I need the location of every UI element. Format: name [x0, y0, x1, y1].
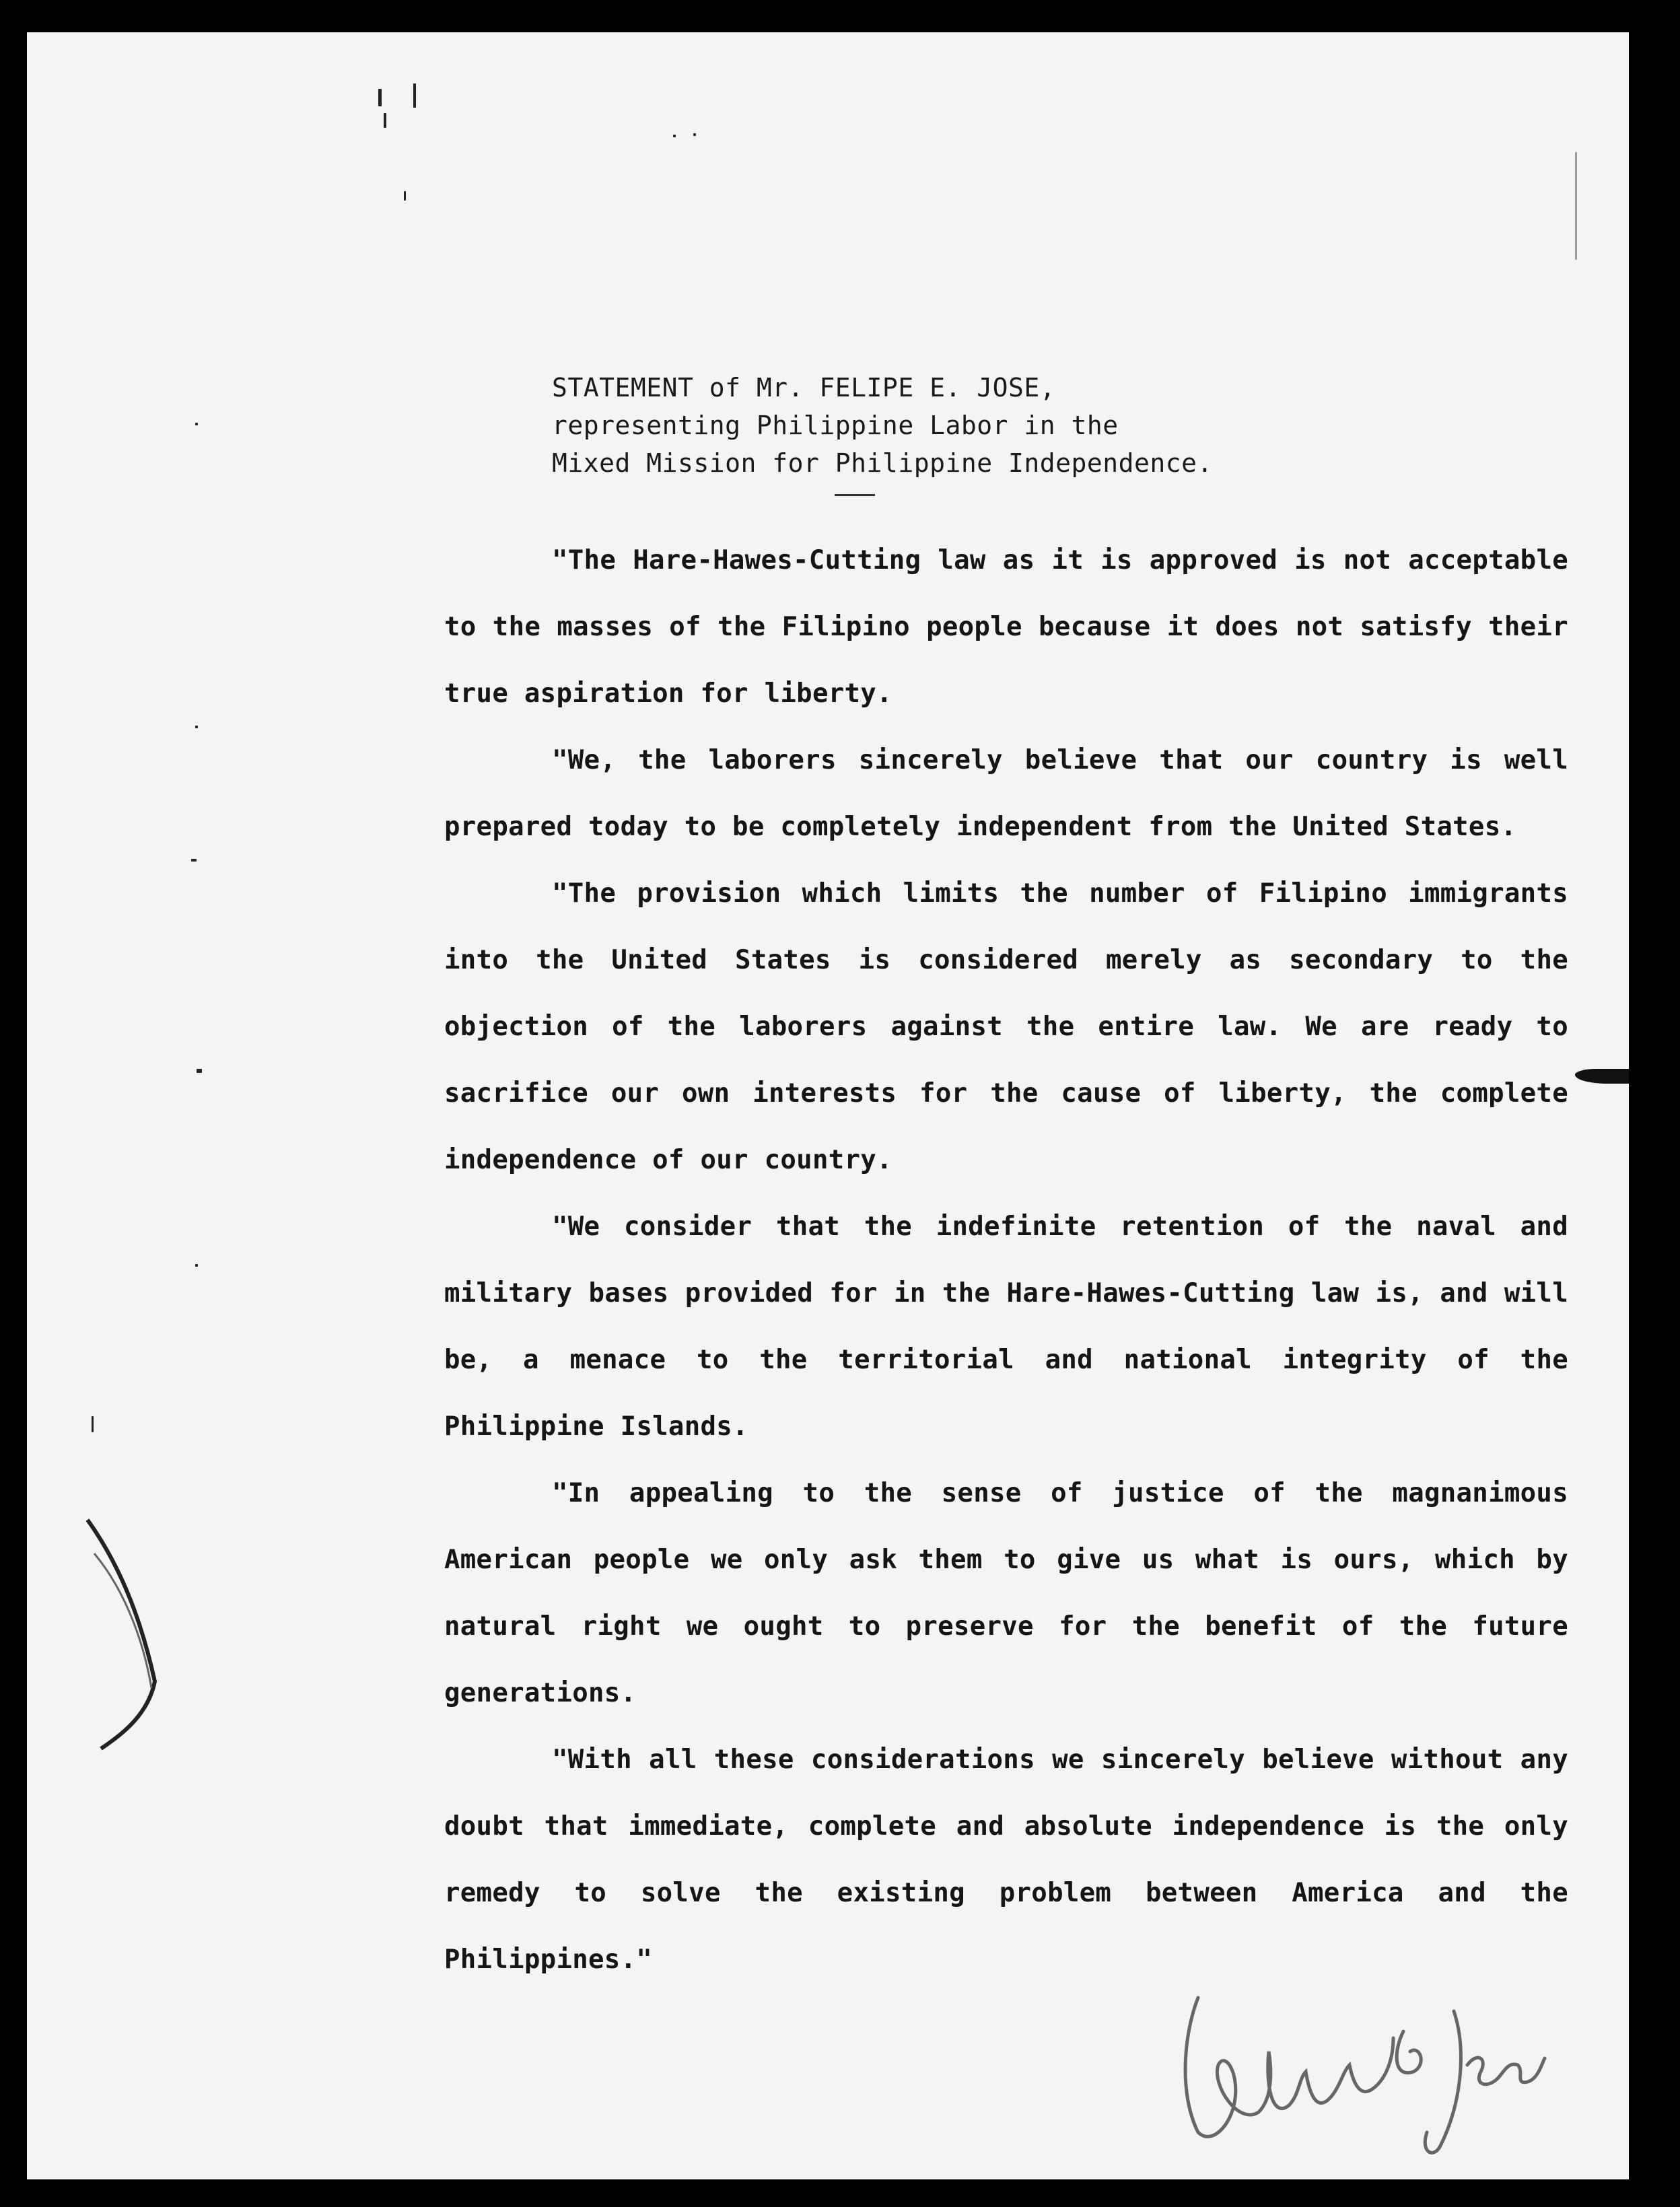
- scan-speck: [378, 89, 382, 106]
- scan-speck: [413, 83, 416, 108]
- scan-speck: [191, 859, 197, 862]
- paper-crease: [81, 1513, 175, 1755]
- scan-speck: [195, 1264, 198, 1267]
- heading-rule: [835, 494, 875, 496]
- scan-speck: [195, 726, 198, 728]
- paragraph: "We, the laborers sincerely believe that our country is well prepared today to be completely independent from the United States.: [444, 745, 1568, 842]
- scan-speck: [92, 1416, 94, 1432]
- scan-speck: [197, 1069, 202, 1073]
- heading-line: Mixed Mission for Philippine Independence.: [552, 448, 1213, 478]
- scan-speck: [693, 133, 696, 136]
- scan-blot: [1575, 1069, 1629, 1084]
- scan-speck: [673, 135, 676, 137]
- paragraph: "The Hare-Hawes-Cutting law as it is approved is not acceptable to the masses of the Filipino people because it does not satisfy their true aspiration for liberty.: [444, 545, 1568, 709]
- heading-line: STATEMENT of Mr. FELIPE E. JOSE,: [552, 373, 1056, 402]
- paragraph: "In appealing to the sense of justice of the magnanimous American people we only ask them to give us what is ours, which by natural right we ought to preserve for the benefit of the future generations.: [444, 1478, 1568, 1708]
- statement-body: [444, 527, 1568, 1993]
- scan-speck: [1575, 152, 1577, 260]
- scan-speck: [404, 191, 406, 201]
- document-page: [27, 32, 1629, 2179]
- statement-heading: [552, 369, 1213, 482]
- paragraph: "With all these considerations we sincerely believe without any doubt that immediate, complete and absolute independence is the only remedy to solve the existing problem between America and the Philippines.": [444, 1745, 1568, 1975]
- paragraph: "We consider that the indefinite retention of the naval and military bases provided for in the Hare-Hawes-Cutting law is, and will be, a menace to the territorial and national integrity of the Philippine Islands.: [444, 1212, 1568, 1442]
- handwritten-signature: [1171, 1971, 1548, 2166]
- scan-speck: [195, 423, 198, 425]
- scan-speck: [384, 113, 386, 128]
- paragraph: "The provision which limits the number of Filipino immigrants into the United States is considered merely as secondary to the objection of the laborers against the entire law. We are ready to sacrifice our own interests for the cause of liberty, the complete independence of our country.: [444, 878, 1568, 1175]
- heading-line: representing Philippine Labor in the: [552, 411, 1119, 440]
